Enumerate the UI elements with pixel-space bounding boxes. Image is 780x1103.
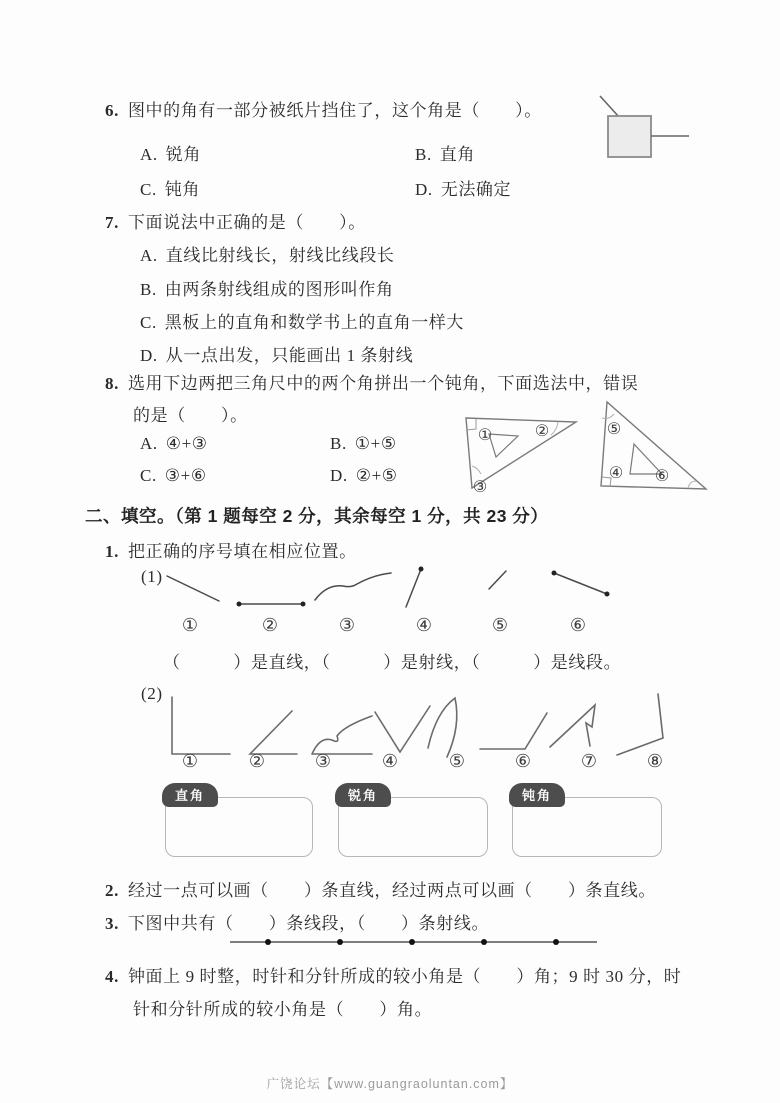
s2-q1-number: 1. (105, 542, 119, 561)
obtuse-angle-badge: 钝角 (509, 783, 565, 807)
covered-angle-figure (590, 88, 710, 168)
q6-option-a-label: A. (140, 145, 158, 164)
q6-option-c (140, 175, 200, 200)
q7-option-a (140, 241, 395, 266)
circled-number: ② (261, 615, 279, 635)
q7-option-c-text: 黑板上的直角和数学书上的直角一样大 (164, 313, 464, 332)
q7-option-b (140, 275, 394, 300)
question-7-text: 下面说法中正确的是（ ）。 (127, 213, 366, 232)
figure-arrow-shape-7 (550, 705, 595, 747)
q6-option-b-label: B. (415, 145, 432, 164)
circled-number: ④ (381, 751, 399, 771)
answer-box-obtuse-angle[interactable] (512, 788, 662, 857)
q6-option-a (140, 140, 201, 165)
circled-number: ⑦ (580, 751, 598, 771)
figure-curve-3 (315, 573, 391, 600)
q8-option-a-text: ④+③ (165, 434, 208, 453)
set-square-right-figure (594, 394, 710, 500)
figure-acute-angle-2 (250, 711, 297, 754)
s2-q4-number: 4. (105, 967, 119, 986)
q6-option-d (415, 175, 511, 200)
q7-option-c (140, 308, 464, 333)
question-8-text-line2: 的是（ ）。 (133, 406, 248, 425)
angle-label-2: ② (534, 423, 550, 440)
q6-option-a-text: 锐角 (165, 145, 201, 164)
figure-obtuse-angle-6 (480, 713, 547, 749)
points-on-line-figure (225, 933, 605, 951)
part-1-label-text: (1) (141, 567, 163, 586)
answer-box-acute-angle[interactable] (338, 788, 488, 857)
part-2-number-row (158, 751, 688, 775)
q6-option-d-label: D. (415, 180, 433, 199)
s2-q2-text: 经过一点可以画（ ）条直线，经过两点可以画（ ）条直线。 (127, 881, 656, 900)
question-8-text-line1: 选用下边两把三角尺中的两个角拼出一个钝角，下面选法中，错误 (127, 374, 639, 393)
part-2-label-text: (2) (141, 684, 163, 703)
part-1-number-row (155, 615, 635, 639)
circled-number: ④ (415, 615, 433, 635)
part-1-fill-text: （ ）是直线，（ ）是射线，（ ）是线段。 (163, 653, 622, 672)
circled-number: ① (181, 615, 199, 635)
question-7 (105, 208, 366, 233)
q6-option-c-text: 钝角 (164, 180, 200, 199)
q8-option-c-text: ③+⑥ (164, 466, 207, 485)
site-watermark-text: 广饶论坛【www.guangraoluntan.com】 (266, 1077, 514, 1091)
right-angle-badge: 直角 (162, 783, 218, 807)
s2-q4-line1: 钟面上 9 时整，时针和分针所成的较小角是（ ）角；9 时 30 分，时 (127, 967, 682, 986)
part-1-fill-line (163, 648, 621, 673)
q7-option-c-label: C. (140, 313, 157, 332)
figure-line-1 (167, 576, 219, 601)
q8-option-c-label: C. (140, 466, 157, 485)
s2-question-4-line2 (133, 995, 432, 1020)
s2-q4-line2-text: 针和分针所成的较小角是（ ）角。 (133, 1000, 433, 1019)
line-types-figure (155, 560, 635, 618)
circled-number: ② (248, 751, 266, 771)
figure-curved-shape-3 (312, 716, 372, 754)
site-watermark (0, 1074, 780, 1092)
angle-label-4: ④ (608, 465, 624, 482)
q6-option-d-text: 无法确定 (440, 180, 512, 199)
q8-option-a (140, 434, 208, 454)
s2-question-3 (105, 909, 489, 934)
question-6 (105, 96, 542, 121)
q7-option-a-label: A. (140, 246, 158, 265)
figure-ray-4 (406, 569, 421, 607)
q8-option-d-label: D. (330, 466, 348, 485)
q8-option-a-label: A. (140, 434, 158, 453)
angle-types-figure (158, 686, 698, 760)
s2-question-4 (105, 962, 681, 987)
q7-option-d-text: 从一点出发，只能画出 1 条射线 (165, 346, 414, 365)
question-8-line2 (133, 401, 248, 426)
answer-box-right-angle[interactable] (165, 788, 313, 857)
figure-line-5 (489, 571, 506, 589)
q8-option-b-label: B. (330, 434, 347, 453)
s2-question-2 (105, 876, 656, 901)
section-2-heading-text: 二、填空。（第 1 题每空 2 分，其余每空 1 分，共 23 分） (85, 506, 549, 526)
set-square-left-figure (456, 394, 584, 500)
q8-option-d-text: ②+⑤ (355, 466, 398, 485)
q7-option-d (140, 341, 413, 366)
figure-curved-shape-5 (428, 698, 457, 757)
angle-label-3: ③ (472, 479, 488, 496)
acute-angle-badge: 锐角 (335, 783, 391, 807)
circled-number: ⑧ (646, 751, 664, 771)
figure-segment-6 (554, 573, 607, 594)
q6-option-b-text: 直角 (439, 145, 475, 164)
q7-option-a-text: 直线比射线长，射线比线段长 (165, 246, 395, 265)
s2-q2-number: 2. (105, 881, 119, 900)
q7-option-b-text: 由两条射线组成的图形叫作角 (164, 280, 394, 299)
angle-label-1: ① (477, 427, 493, 444)
q8-option-b-text: ①+⑤ (354, 434, 397, 453)
circled-number: ① (181, 751, 199, 771)
circled-number: ⑥ (569, 615, 587, 635)
figure-v-angle-4 (375, 706, 430, 752)
question-7-number: 7. (105, 213, 119, 232)
s2-q1-text: 把正确的序号填在相应位置。 (127, 542, 357, 561)
q6-option-b (415, 140, 475, 165)
s2-q3-number: 3. (105, 914, 119, 933)
question-6-number: 6. (105, 101, 119, 120)
circled-number: ⑤ (448, 751, 466, 771)
circled-number: ③ (314, 751, 332, 771)
figure-obtuse-angle-8 (617, 694, 663, 755)
section-2-heading (85, 503, 548, 528)
circled-number: ⑤ (491, 615, 509, 635)
question-8-number: 8. (105, 374, 119, 393)
paper-square (608, 116, 651, 157)
q8-option-b (330, 434, 397, 454)
q6-option-c-label: C. (140, 180, 157, 199)
q7-option-b-label: B. (140, 280, 157, 299)
angle-label-6: ⑥ (654, 468, 670, 485)
q8-option-c (140, 466, 207, 486)
figure-right-angle-1 (172, 697, 230, 754)
angle-label-5: ⑤ (606, 421, 622, 438)
circled-number: ③ (338, 615, 356, 635)
question-8 (105, 369, 638, 394)
s2-q3-text: 下图中共有（ ）条线段，（ ）条射线。 (127, 914, 490, 933)
q7-option-d-label: D. (140, 346, 158, 365)
circled-number: ⑥ (514, 751, 532, 771)
s2-question-1 (105, 537, 357, 562)
question-6-text: 图中的角有一部分被纸片挡住了，这个角是（ ）。 (127, 101, 542, 120)
q8-option-d (330, 466, 398, 486)
